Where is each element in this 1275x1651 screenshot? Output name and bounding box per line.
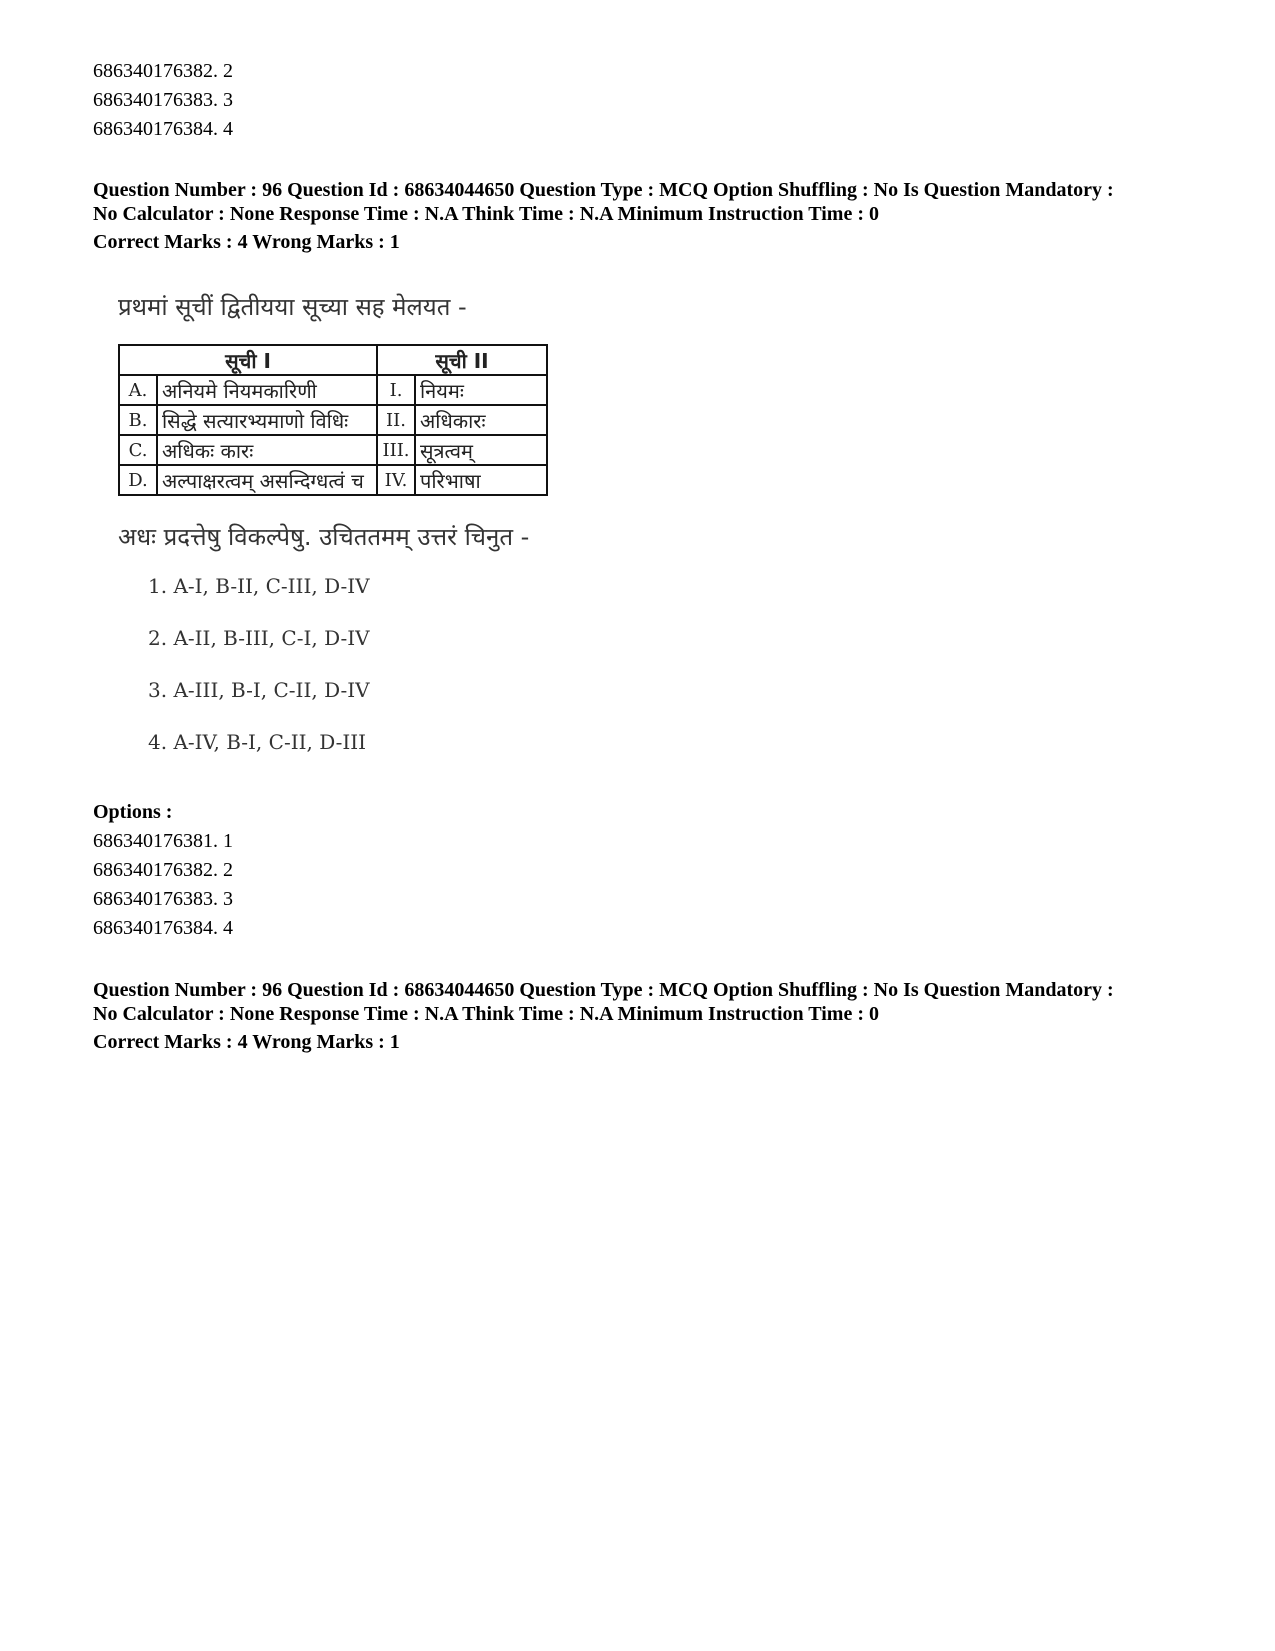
previous-options-list	[93, 57, 233, 144]
question-header	[93, 178, 1114, 257]
row-text: अनियमे नियमकारिणी	[157, 375, 377, 405]
row-label: B.	[119, 405, 157, 435]
col1-header: सूची I	[119, 345, 377, 375]
col2-header: सूची II	[377, 345, 547, 375]
answer-choice: 2. A-II, B-III, C-I, D-IV	[148, 626, 370, 650]
row-text: नियमः	[415, 375, 547, 405]
options-list	[93, 798, 233, 943]
option-item: 686340176383. 3	[93, 888, 233, 910]
answer-choices	[118, 560, 718, 768]
options-label: Options :	[93, 801, 173, 823]
match-table	[118, 344, 548, 496]
question-meta-line2: No Calculator : None Response Time : N.A Think Time : N.A Minimum Instruction Time : 0	[93, 203, 879, 225]
answer-choice: 3. A-III, B-I, C-II, D-IV	[148, 678, 370, 702]
row-label: IV.	[377, 465, 415, 495]
option-item: 686340176381. 1	[93, 830, 233, 852]
question-meta-line2: No Calculator : None Response Time : N.A Think Time : N.A Minimum Instruction Time : 0	[93, 1003, 879, 1025]
row-text: अधिकः कारः	[157, 435, 377, 465]
answer-choice: 4. A-IV, B-I, C-II, D-III	[148, 730, 367, 754]
option-item: 686340176383. 3	[93, 89, 233, 111]
row-label: D.	[119, 465, 157, 495]
question-image	[118, 290, 718, 790]
row-label: I.	[377, 375, 415, 405]
option-item: 686340176384. 4	[93, 118, 233, 140]
row-label: A.	[119, 375, 157, 405]
question-prompt: प्रथमां सूचीं द्वितीयया सूच्या सह मेलयत -	[118, 293, 467, 321]
question-marks: Correct Marks : 4 Wrong Marks : 1	[93, 1031, 400, 1053]
row-text: अल्पाक्षरत्वम् असन्दिग्धत्वं च	[157, 465, 377, 495]
row-label: III.	[377, 435, 415, 465]
table-row	[119, 405, 547, 435]
question-instruction: अधः प्रदत्तेषु विकल्पेषु. उचिततमम् उत्तरं चिनुत -	[118, 523, 530, 551]
next-question-header	[93, 978, 1114, 1057]
answer-choice: 1. A-I, B-II, C-III, D-IV	[148, 574, 370, 598]
table-row	[119, 435, 547, 465]
row-label: II.	[377, 405, 415, 435]
row-text: अधिकारः	[415, 405, 547, 435]
question-marks: Correct Marks : 4 Wrong Marks : 1	[93, 231, 400, 253]
row-text: सिद्धे सत्यारभ्यमाणो विधिः	[157, 405, 377, 435]
row-text: सूत्रत्वम्	[415, 435, 547, 465]
option-item: 686340176384. 4	[93, 917, 233, 939]
table-row	[119, 465, 547, 495]
question-meta-line1: Question Number : 96 Question Id : 68634044650 Question Type : MCQ Option Shuffling : No Is Question Mandatory :	[93, 179, 1114, 201]
option-item: 686340176382. 2	[93, 859, 233, 881]
row-label: C.	[119, 435, 157, 465]
table-row	[119, 375, 547, 405]
row-text: परिभाषा	[415, 465, 547, 495]
question-meta-line1: Question Number : 96 Question Id : 68634044650 Question Type : MCQ Option Shuffling : No Is Question Mandatory :	[93, 979, 1114, 1001]
option-item: 686340176382. 2	[93, 60, 233, 82]
table-header-row	[119, 345, 547, 375]
